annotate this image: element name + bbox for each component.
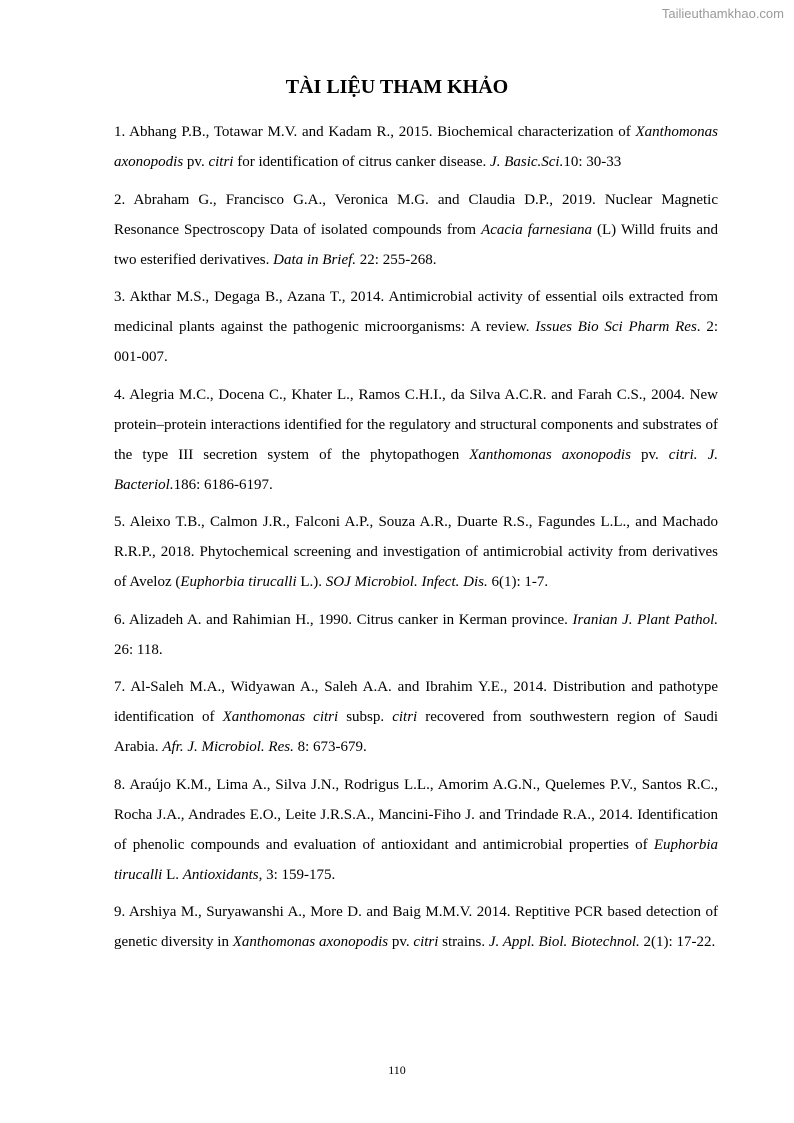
reference-item — [114, 507, 718, 597]
reference-number: 8. — [114, 776, 126, 793]
reference-italic-text: Euphorbia tirucalli — [180, 574, 297, 590]
reference-text: Abhang P.B., Totawar M.V. and Kadam R., 2015. Biochemical characterization of — [125, 124, 636, 140]
reference-item — [114, 672, 718, 762]
reference-italic-text: Euphorbia tirucalli — [114, 836, 718, 883]
reference-text: Alizadeh A. and Rahimian H., 1990. Citrus canker in Kerman province. — [125, 611, 573, 628]
reference-italic-text: citri — [208, 154, 234, 170]
reference-text: 8: 673-679. — [293, 739, 367, 755]
page-title: TÀI LIỆU THAM KHẢO — [285, 76, 509, 98]
reference-italic-text: Issues Bio Sci Pharm Res — [535, 319, 697, 335]
reference-list — [114, 117, 718, 965]
reference-number: 9. — [114, 904, 126, 920]
reference-text: 3: 159-175. — [262, 866, 336, 883]
reference-item — [114, 605, 718, 665]
reference-text: (L) Willd fruits and two esterified derivatives. — [114, 221, 718, 268]
reference-italic-text: SOJ Microbiol. Infect. Dis. — [325, 574, 488, 590]
reference-text: for identification of citrus canker disease. — [233, 154, 491, 170]
reference-number: 4. — [114, 386, 126, 403]
reference-text: L.). — [296, 574, 326, 590]
reference-italic-text: Iranian J. Plant Pathol. — [572, 611, 718, 628]
reference-number: 2. — [114, 191, 126, 208]
reference-text: pv. — [388, 934, 414, 950]
reference-text: 186: 6186-6197. — [173, 476, 273, 493]
reference-italic-text: Xanthomonas axonopodis — [469, 446, 631, 463]
reference-text: Abraham G., Francisco G.A., Veronica M.G. and Claudia D.P., 2019. Nuclear Magnetic Resonance Spectroscopy Data of isolated compounds from — [114, 191, 718, 238]
reference-text: Arshiya M., Suryawanshi A., More D. and Baig M.M.V. 2014. Reptitive PCR based detection of genetic diversity in — [114, 904, 718, 950]
reference-italic-text: Xanthomonas axonopodis — [232, 934, 389, 950]
reference-text: Araújo K.M., Lima A., Silva J.N., Rodrigus L.L., Amorim A.G.N., Quelemes P.V., Santos R.C., Rocha J.A., Andrades E.O., Leite J.R.S.A., Mancini-Fiho J. and Trindade R.A., 2014. Identification of phenolic compounds and evaluation of antioxidant and antimicrobial properties of — [114, 776, 718, 853]
reference-italic-text: Data in Brief. — [273, 251, 357, 268]
reference-item — [114, 282, 718, 372]
reference-item — [114, 380, 718, 500]
reference-italic-text: J. Appl. Biol. Biotechnol. — [488, 934, 640, 950]
reference-text: strains. — [438, 934, 489, 950]
reference-text: subsp. — [338, 709, 393, 725]
reference-number: 7. — [114, 679, 126, 695]
reference-item — [114, 770, 718, 890]
reference-text: recovered from southwestern region of Saudi Arabia. — [114, 709, 718, 755]
reference-text: 10: 30-33 — [563, 154, 622, 170]
reference-text: 22: 255-268. — [356, 251, 437, 268]
reference-number: 1. — [114, 124, 126, 140]
reference-item — [114, 185, 718, 275]
reference-italic-text: Antioxidants, — [182, 866, 263, 883]
reference-italic-text: Afr. J. Microbiol. Res. — [162, 739, 294, 755]
watermark: Tailieuthamkhao.com — [661, 6, 784, 21]
reference-text: 2(1): 17-22. — [639, 934, 716, 950]
reference-italic-text: Xanthomonas citri — [222, 709, 339, 725]
reference-italic-text: citri — [392, 709, 418, 725]
reference-text: Al-Saleh M.A., Widyawan A., Saleh A.A. and Ibrahim Y.E., 2014. Distribution and pathotype identification of — [114, 679, 718, 725]
reference-text: Alegria M.C., Docena C., Khater L., Ramos C.H.I., da Silva A.C.R. and Farah C.S., 2004. New protein–protein interactions identified for the regulatory and structural components and substrates of the type III secretion system of the phytopathogen — [114, 386, 718, 463]
reference-text: pv. — [630, 446, 669, 463]
reference-text: Akthar M.S., Degaga B., Azana T., 2014. Antimicrobial activity of essential oils extracted from medicinal plants against the pathogenic microorganisms: A review. — [114, 289, 718, 335]
reference-italic-text: J. Basic.Sci. — [490, 154, 564, 170]
reference-italic-text: Xanthomonas axonopodis — [114, 124, 718, 170]
reference-text: L. — [162, 866, 183, 883]
reference-item — [114, 117, 718, 177]
reference-number: 6. — [114, 611, 126, 628]
reference-number: 3. — [114, 289, 126, 305]
reference-text: pv. — [183, 154, 209, 170]
reference-text: . 2: 001-007. — [114, 319, 718, 365]
reference-item — [114, 897, 718, 957]
reference-text: Aleixo T.B., Calmon J.R., Falconi A.P., Souza A.R., Duarte R.S., Fagundes L.L., and Machado R.R.P., 2018. Phytochemical screening and investigation of antimicrobial activity from derivatives of Aveloz ( — [114, 514, 718, 590]
reference-italic-text: Acacia farnesiana — [481, 221, 592, 238]
reference-italic-text: citri. J. Bacteriol. — [114, 446, 718, 493]
page-number: 110 — [388, 1063, 406, 1077]
reference-text: 26: 118. — [114, 641, 163, 658]
reference-italic-text: citri — [413, 934, 439, 950]
reference-text: 6(1): 1-7. — [487, 574, 549, 590]
reference-number: 5. — [114, 514, 126, 530]
